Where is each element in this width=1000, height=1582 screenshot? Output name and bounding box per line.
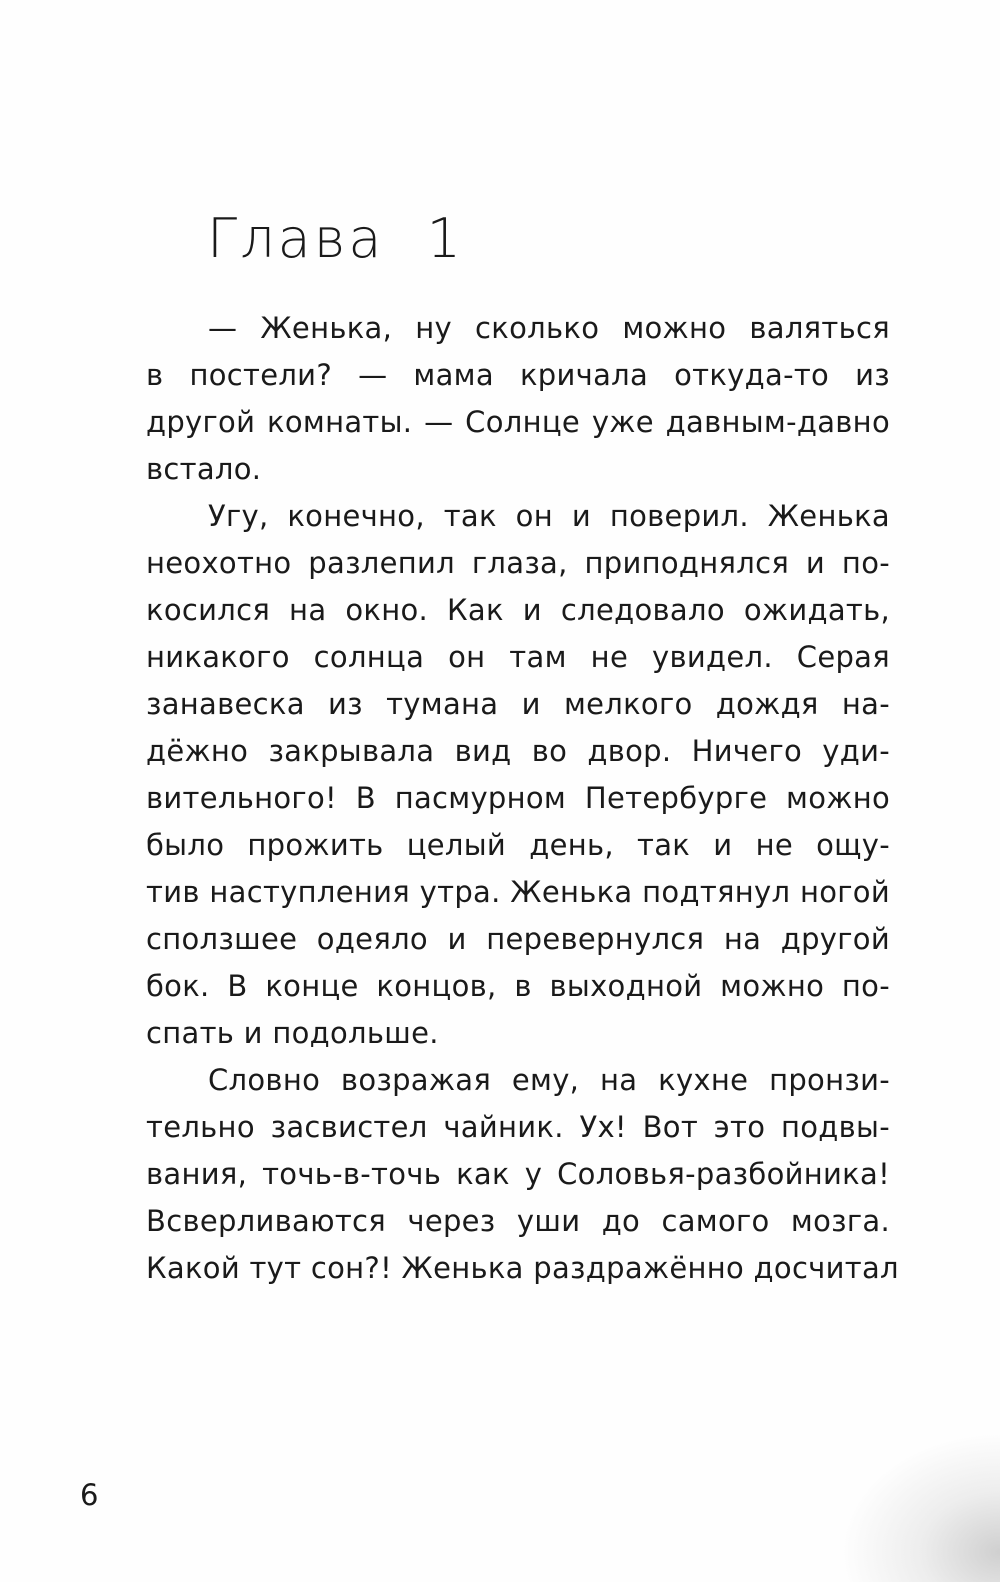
- text-line: тельно засвистел чайник. Ух! Вот это подвы-: [146, 1110, 890, 1144]
- text-line: другой комнаты. — Солнце уже давным-давно: [146, 405, 890, 439]
- chapter-title: Глава 1: [207, 207, 464, 270]
- text-line: встало.: [146, 452, 262, 486]
- text-line: бок. В конце концов, в выходной можно по-: [146, 969, 890, 1003]
- paragraph-2: [146, 493, 890, 1057]
- text-line: неохотно разлепил глаза, приподнялся и по-: [146, 546, 890, 580]
- text-line: сползшее одеяло и перевернулся на другой: [146, 922, 890, 956]
- text-line: занавеска из тумана и мелкого дождя на-: [146, 687, 890, 721]
- paragraph-1: [146, 305, 890, 493]
- body-text: [146, 305, 899, 1292]
- text-line: было прожить целый день, так и не ощу-: [146, 828, 890, 862]
- page-number: 6: [80, 1478, 99, 1512]
- text-line: спать и подольше.: [146, 1016, 439, 1050]
- text-line: тив наступления утра. Женька подтянул ногой: [146, 875, 890, 909]
- text-line: вания, точь-в-точь как у Соловья-разбойника!: [146, 1157, 890, 1191]
- text-line: Угу, конечно, так он и поверил. Женька: [208, 499, 890, 533]
- text-line: вительного! В пасмурном Петербурге можно: [146, 781, 890, 815]
- text-line: Словно возражая ему, на кухне пронзи-: [208, 1063, 890, 1097]
- text-line: Какой тут сон?! Женька раздражённо досчитал: [146, 1251, 899, 1285]
- text-line: дёжно закрывала вид во двор. Ничего уди-: [146, 734, 890, 768]
- text-line: косился на окно. Как и следовало ожидать,: [146, 593, 890, 627]
- text-line: Всверливаются через уши до самого мозга.: [146, 1204, 890, 1238]
- scan-smudge: [840, 1432, 1000, 1582]
- text-line: — Женька, ну сколько можно валяться: [208, 311, 890, 345]
- text-line: в постели? — мама кричала откуда-то из: [146, 358, 890, 392]
- paragraph-3: [146, 1057, 899, 1292]
- text-line: никакого солнца он там не увидел. Серая: [146, 640, 890, 674]
